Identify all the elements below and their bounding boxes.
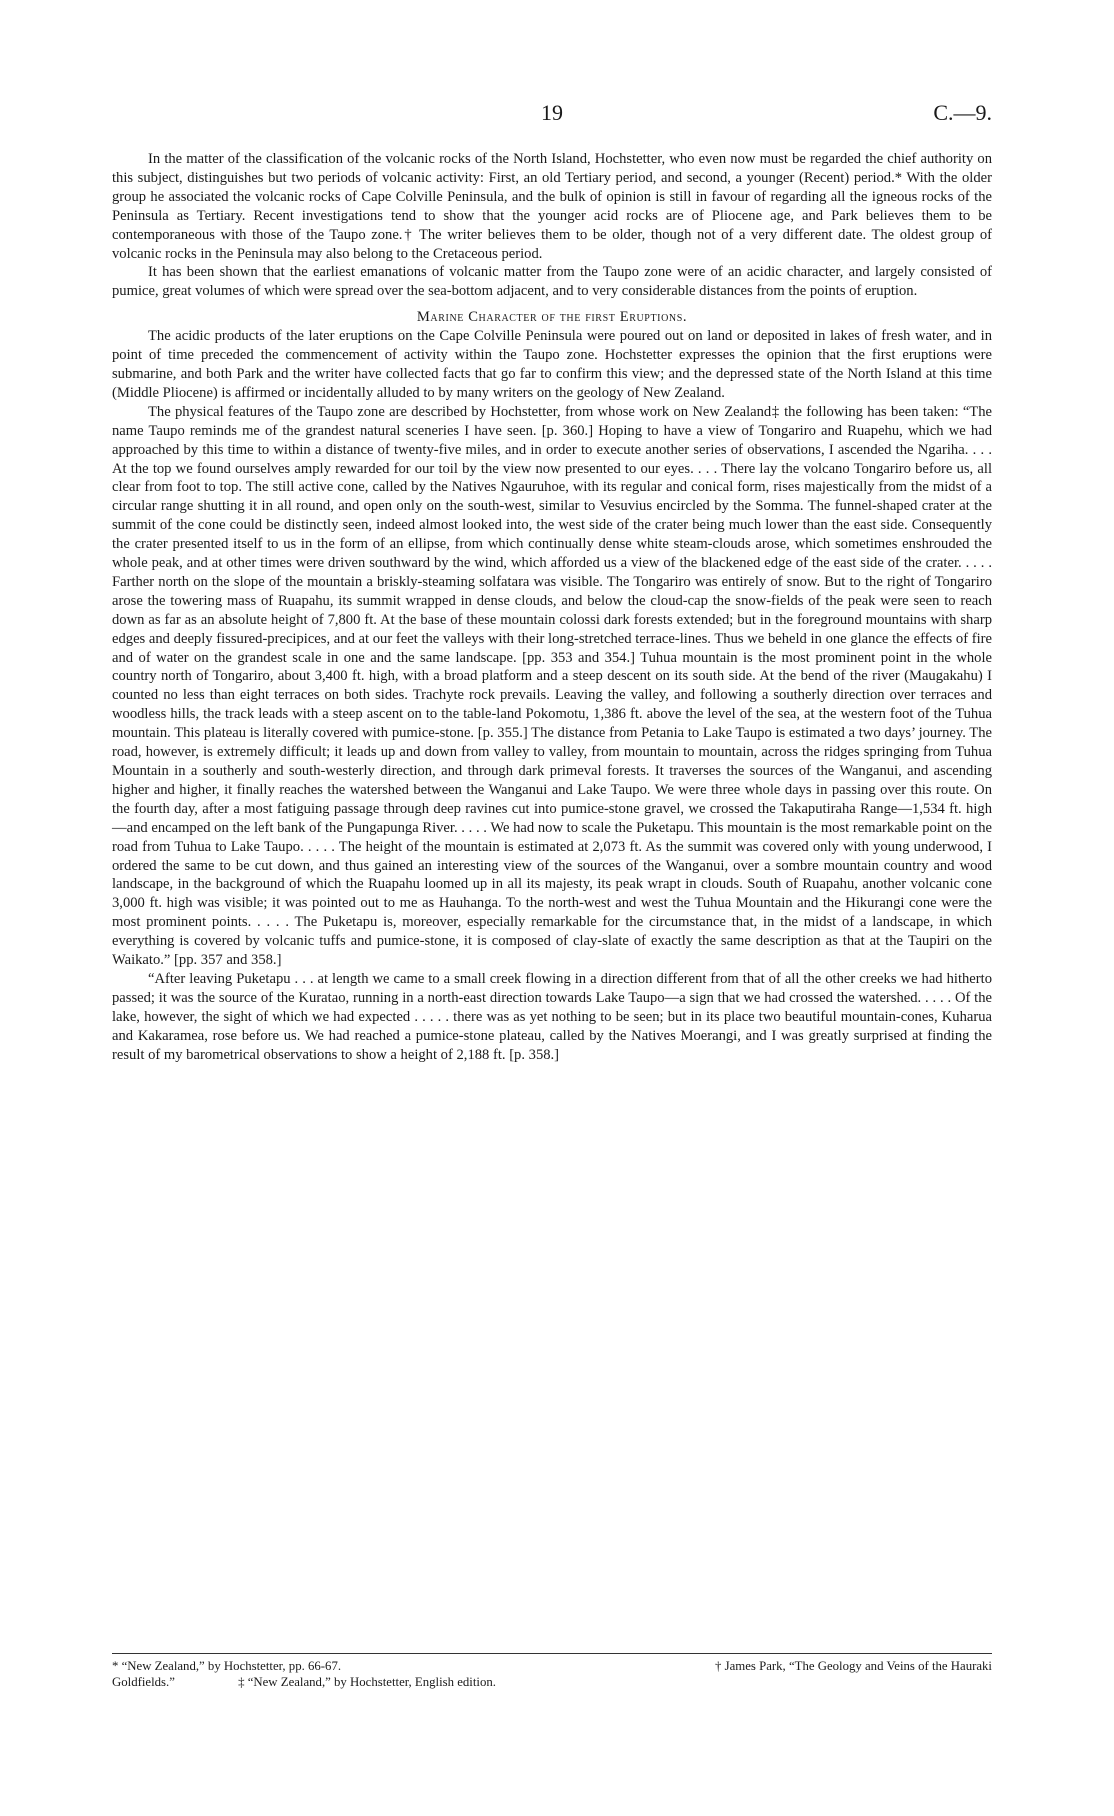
footnotes	[112, 1658, 992, 1690]
page-header	[112, 100, 992, 130]
footnote-1: * “New Zealand,” by Hochstetter, pp. 66-67.	[112, 1659, 342, 1673]
body-text	[112, 150, 992, 1065]
footnote-divider	[112, 1653, 992, 1654]
paragraph-acidic-products: The acidic products of the later eruptions on the Cape Colville Peninsula were poured out on land or deposited in lakes of fresh water, and in point of time preceded the commencement of activity within the Taupo zone. Hochstetter expresses the opinion that the first eruptions were submarine, and both Park and the writer have collected facts that go far to confirm this view; and the depressed state of the North Island at this time (Middle Pliocene) is affirmed or incidentally alluded to by many writers on the geology of New Zealand.	[112, 328, 992, 401]
footnote-row	[112, 1658, 992, 1674]
paragraph-physical-features: The physical features of the Taupo zone are described by Hochstetter, from whose work on New Zealand‡ the following has been taken: “The name Taupo reminds me of the grandest natural sceneries I have seen. [p. 360.] Hoping to have a view of Tongariro and Ruapehu, which we had approached by this time to within a distance of twenty-five miles, and in order to execute another series of observations, I ascended the Ngariha. . . . At the top we found ourselves amply rewarded for our toil by the view now presented to our eyes. . . . There lay the volcano Tongariro before us, all clear from foot to top. The still active cone, called by the Natives Ngauruhoe, with its regular and conical form, rises majestically from the midst of a circular range shutting it in all round, and open only on the south-west, similar to Vesuvius encircled by the Somma. The funnel-shaped crater at the summit of the cone could be distinctly seen, indeed almost looked into, the west side of the crater being much lower than the east side. Consequently the crater presented itself to us in the form of an ellipse, from which continually dense white steam-clouds arose, which sometimes enshrouded the whole peak, and at other times were driven southward by the wind, which afforded us a view of the blackened edge of the east side of the crater. . . . . Farther north on the slope of the mountain a briskly-steaming solfatara was visible. The Tongariro was entirely of snow. But to the right of Tongariro arose the towering mass of Ruapahu, its summit wrapped in dense clouds, and below the cloud-cap the snow-fields of the peak were seen to reach down as far as an absolute height of 7,800 ft. At the base of these mountain colossi dark forests extended; but in the foreground mountains with sharp edges and deeply fissured-precipices, and at our feet the valleys with their long-stretched terrace-lines. Thus we beheld in one glance the effects of fire and of water on the grandest scale in one and the same landscape. [pp. 353 and 354.] Tuhua mountain is the most prominent point in the whole country north of Tongariro, about 3,400 ft. high, with a broad platform and a steep descent on its south side. At the bend of the river (Maugakahu) I counted no less than eight terraces on both sides. Trachyte rock prevails. Leaving the valley, and following a southerly direction over terraces and woodless hills, the track leads with a steep ascent on to the table-land Pokomotu, 1,386 ft. above the level of the sea, at the western foot of the Tuhua mountain. This plateau is literally covered with pumice-stone. [p. 355.] The distance from Petania to Lake Taupo is estimated a two days’ journey. The road, however, is extremely difficult; it leads up and down from valley to valley, from mountain to mountain, across the ridges springing from Tuhua Mountain in a southerly and south-westerly direction, and through dark primeval forests. It traverses the sources of the Wanganui, and ascending higher and higher, it finally reaches the watershed between the Wanganui and Lake Taupo. We were three whole days in passing over this route. On the fourth day, after a most fatiguing passage through deep ravines cut into pumice-stone gravel, we crossed the Takaputiraha Range—1,534 ft. high—and encamped on the left bank of the Pungapunga River. . . . . We had now to scale the Puketapu. This mountain is the most remarkable point on the road from Tuhua to Lake Taupo. . . . . The height of the mountain is estimated at 2,073 ft. As the summit was covered only with young underwood, I ordered the same to be cut down, and thus gained an interesting view of the sources of the Wanganui, over a sombre mountain country and wood landscape, in the background of which the Ruapahu loomed up in all its majesty, its peak wrapt in clouds. South of Ruapahu, another volcanic cone 3,000 ft. high was visible; it was pointed out to me as Hauhanga. To the north-west and west the Tuhua Mountain and the Hikurangi cone were the most prominent points. . . . . The Puketapu is, moreover, especially remarkable for the circumstance that, in the midst of a landscape, in which everything is covered by volcanic tuffs and pumice-stone, it is composed of clay-slate of exactly the same description as that at the Taupiri on the Waikato.” [pp. 357 and 358.]	[112, 403, 992, 969]
footnote-2: † James Park, “The Geology and Veins of the Hauraki	[715, 1659, 992, 1673]
paragraph-classification: In the matter of the classification of the volcanic rocks of the North Island, Hochstetter, who even now must be regarded the chief authority on this subject, distinguishes but two periods of volcanic activity: First, an old Tertiary period, and second, a younger (Recent) period.* With the older group he associated the volcanic rocks of Cape Colville Peninsula, and the bulk of opinion is still in favour of regarding all the igneous rocks of the Peninsula as Tertiary. Recent investigations tend to show that the younger acid rocks are of Pliocene age, and Park believes them to be contemporaneous with those of the Taupo zone.† The writer believes them to be older, though not of a very different date. The oldest group of volcanic rocks in the Peninsula may also belong to the Cretaceous period.	[112, 151, 992, 262]
paragraph-after-puketapu: “After leaving Puketapu . . . at length we came to a small creek flowing in a direction different from that of all the other creeks we had hitherto passed; it was the source of the Kuratao, running in a north-east direction towards Lake Taupo—a sign that we had crossed the watershed. . . . . Of the lake, however, the sight of which we had expected . . . . . there was as yet nothing to be seen; but in its place two beautiful mountain-cones, Kuharua and Kakaramea, rose before us. We had reached a pumice-stone plateau, called by the Natives Moerangi, and I was greatly surprised at finding the result of my barometrical observations to show a height of 2,188 ft. [p. 358.]	[112, 970, 992, 1063]
footnote-2-continued: Goldfields.”	[112, 1675, 175, 1689]
section-heading: Marine Character of the first Eruptions.	[416, 309, 688, 326]
document-reference: C.—9.	[933, 100, 992, 125]
page-number: 19	[541, 100, 563, 125]
paragraph-earliest-emanations: It has been shown that the earliest emanations of volcanic matter from the Taupo zone were of an acidic character, and largely consisted of pumice, great volumes of which were spread over the sea-bottom adjacent, and to very considerable distances from the points of eruption.	[112, 264, 992, 300]
footnote-row	[112, 1674, 992, 1690]
footnote-3: ‡ “New Zealand,” by Hochstetter, English edition.	[238, 1675, 496, 1689]
